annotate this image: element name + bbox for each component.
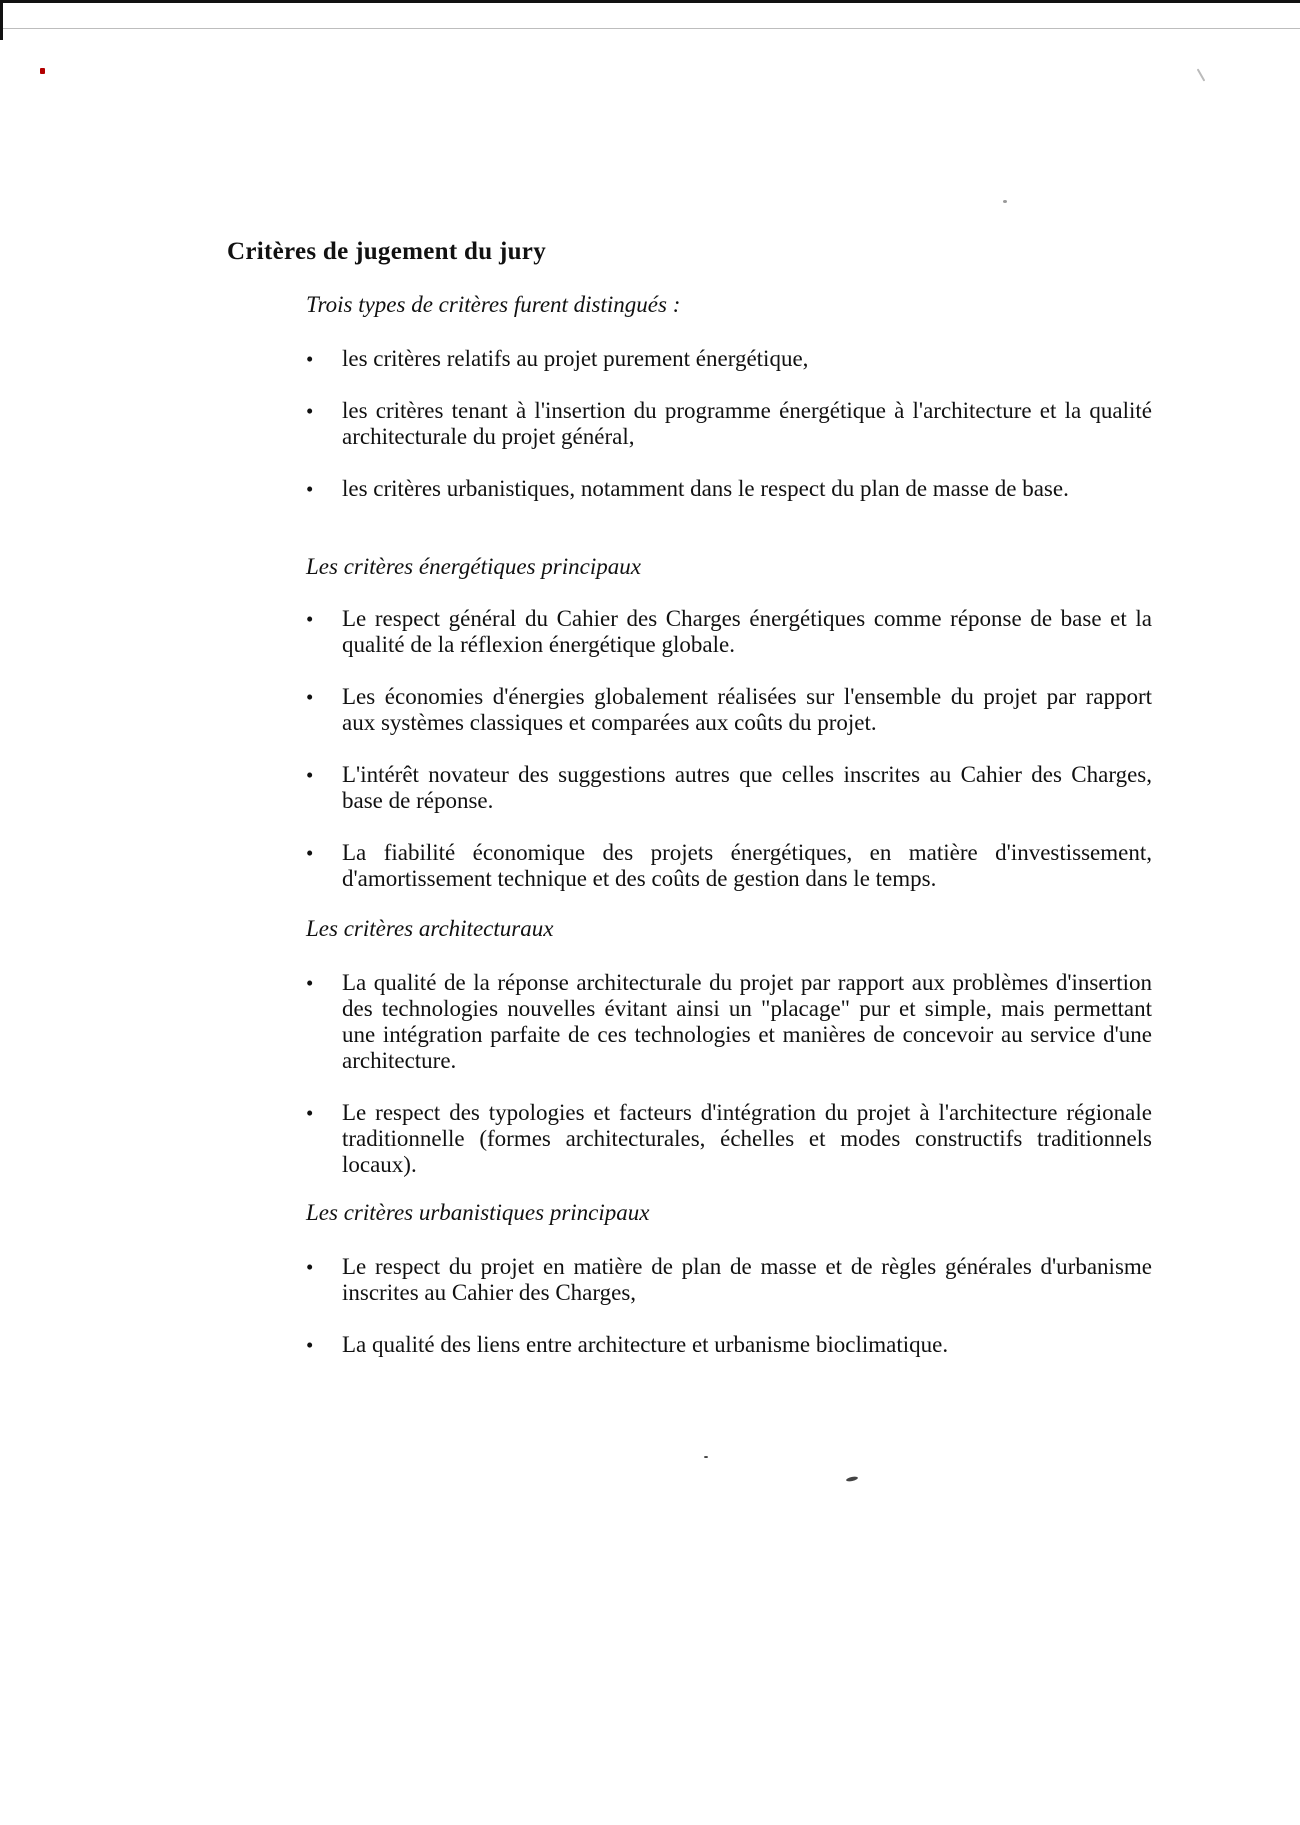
list-item-text: les critères tenant à l'insertion du programme énergétique à l'architecture et la qualité architecturale du projet général, [342,398,1152,449]
bullet-icon: • [306,399,314,423]
list-item [306,476,1152,502]
urban-heading: Les critères urbanistiques principaux [306,1200,650,1225]
list-item [306,346,1152,372]
bullet-icon: • [306,971,314,995]
bullet-icon: • [306,347,314,371]
list-item-text: La fiabilité économique des projets énergétiques, en matière d'investissement, d'amortissement technique et des coûts de gestion dans le temps. [342,840,1152,891]
list-item-text: L'intérêt novateur des suggestions autres que celles inscrites au Cahier des Charges, base de réponse. [342,762,1152,813]
list-item [306,762,1152,814]
energetic-heading: Les critères énergétiques principaux [306,554,641,579]
list-item [306,840,1152,892]
bullet-icon: • [306,685,314,709]
list-item [306,1332,1152,1358]
bullet-icon: • [306,841,314,865]
list-item [306,684,1152,736]
bullet-icon: • [306,477,314,501]
list-item-text: Le respect des typologies et facteurs d'intégration du projet à l'architecture régionale traditionnelle (formes architecturales, échelles et modes constructifs traditionnels locaux). [342,1100,1152,1177]
bullet-icon: • [306,607,314,631]
bullet-icon: • [306,763,314,787]
bullet-icon: • [306,1101,314,1125]
list-item [306,1100,1152,1178]
list-item-text: Les économies d'énergies globalement réalisées sur l'ensemble du projet par rapport aux systèmes classiques et comparées aux coûts du projet. [342,684,1152,735]
intro-heading: Trois types de critères furent distingués : [306,292,681,317]
list-item [306,1254,1152,1306]
list-item [306,398,1152,450]
list-item [306,970,1152,1074]
list-item-text: La qualité des liens entre architecture et urbanisme bioclimatique. [342,1332,949,1357]
architectural-heading: Les critères architecturaux [306,916,554,941]
list-item-text: les critères urbanistiques, notamment dans le respect du plan de masse de base. [342,476,1069,501]
list-item-text: Le respect général du Cahier des Charges énergétiques comme réponse de base et la qualité de la réflexion énergétique globale. [342,606,1152,657]
list-item-text: Le respect du projet en matière de plan de masse et de règles générales d'urbanisme inscrites au Cahier des Charges, [342,1254,1152,1305]
bullet-icon: • [306,1333,314,1357]
list-item [306,606,1152,658]
list-item-text: les critères relatifs au projet purement énergétique, [342,346,809,371]
bullet-icon: • [306,1255,314,1279]
page-title: Critères de jugement du jury [227,238,546,265]
list-item-text: La qualité de la réponse architecturale du projet par rapport aux problèmes d'insertion des technologies nouvelles évitant ainsi un "placage" pur et simple, mais permettant une intégration parfaite de ces technologies et manières de concevoir au service d'une architecture. [342,970,1152,1073]
